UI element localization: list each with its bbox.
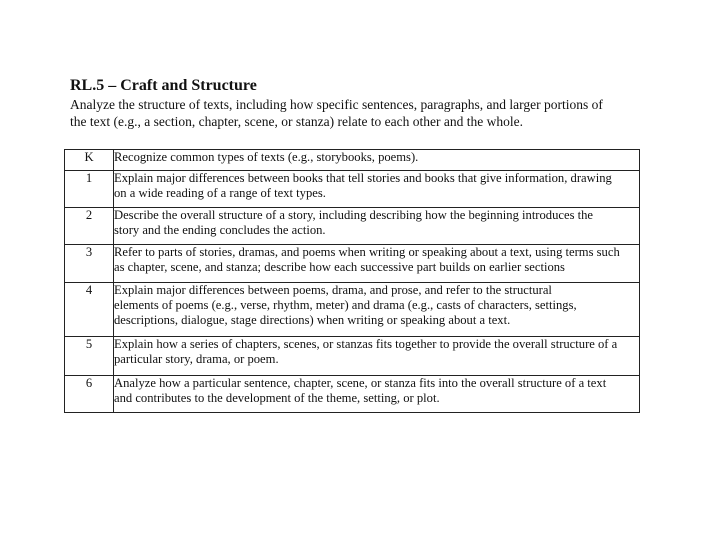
standard-heading: RL.5 – Craft and Structure bbox=[70, 77, 257, 94]
grade-label: 5 bbox=[65, 337, 114, 376]
standard-text-line: Analyze how a particular sentence, chapter, scene, or stanza fits into the overall structure of a text bbox=[114, 376, 607, 390]
table-row bbox=[65, 283, 640, 337]
grade-label: 6 bbox=[65, 376, 114, 413]
standard-text-line: Explain major differences between poems, drama, and prose, and refer to the structural bbox=[114, 283, 552, 297]
standard-text-line: Explain how a series of chapters, scenes, or stanzas fits together to provide the overall structure of a bbox=[114, 337, 618, 351]
standard-text-line: descriptions, dialogue, stage directions) when writing or speaking about a text. bbox=[114, 313, 511, 327]
standard-text-line: Describe the overall structure of a story, including describing how the beginning introduces the bbox=[114, 208, 594, 222]
standard-text-line: and contributes to the development of the theme, setting, or plot. bbox=[114, 391, 440, 405]
standard-text bbox=[114, 376, 640, 413]
grade-label: 1 bbox=[65, 171, 114, 208]
standard-text bbox=[114, 208, 640, 245]
standard-text bbox=[114, 283, 640, 337]
table-row bbox=[65, 337, 640, 376]
standard-text-line: elements of poems (e.g., verse, rhythm, meter) and drama (e.g., casts of characters, settings, bbox=[114, 298, 577, 312]
table-row bbox=[65, 208, 640, 245]
standard-text bbox=[114, 150, 640, 171]
grade-label: 3 bbox=[65, 245, 114, 283]
standard-description bbox=[70, 96, 640, 130]
table-row bbox=[65, 150, 640, 171]
standard-text-line: story and the ending concludes the action. bbox=[114, 223, 326, 237]
standard-text bbox=[114, 337, 640, 376]
table-row bbox=[65, 245, 640, 283]
table-row bbox=[65, 376, 640, 413]
standard-text-line: as chapter, scene, and stanza; describe how each successive part builds on earlier sections bbox=[114, 260, 565, 274]
standard-text bbox=[114, 171, 640, 208]
grade-standards-table bbox=[64, 149, 640, 413]
grade-label: 4 bbox=[65, 283, 114, 337]
standard-text-line: particular story, drama, or poem. bbox=[114, 352, 279, 366]
grade-label: 2 bbox=[65, 208, 114, 245]
standard-text-line: on a wide reading of a range of text types. bbox=[114, 186, 326, 200]
grade-label: K bbox=[65, 150, 114, 171]
table-row bbox=[65, 171, 640, 208]
standard-text bbox=[114, 245, 640, 283]
standard-text-line: Recognize common types of texts (e.g., storybooks, poems). bbox=[114, 150, 419, 164]
standard-text-line: Explain major differences between books that tell stories and books that give information, drawing bbox=[114, 171, 612, 185]
description-line: the text (e.g., a section, chapter, scene, or stanza) relate to each other and the whole. bbox=[70, 114, 524, 129]
description-line: Analyze the structure of texts, including how specific sentences, paragraphs, and larger portions of bbox=[70, 97, 603, 112]
standard-text-line: Refer to parts of stories, dramas, and poems when writing or speaking about a text, using terms such bbox=[114, 245, 620, 259]
